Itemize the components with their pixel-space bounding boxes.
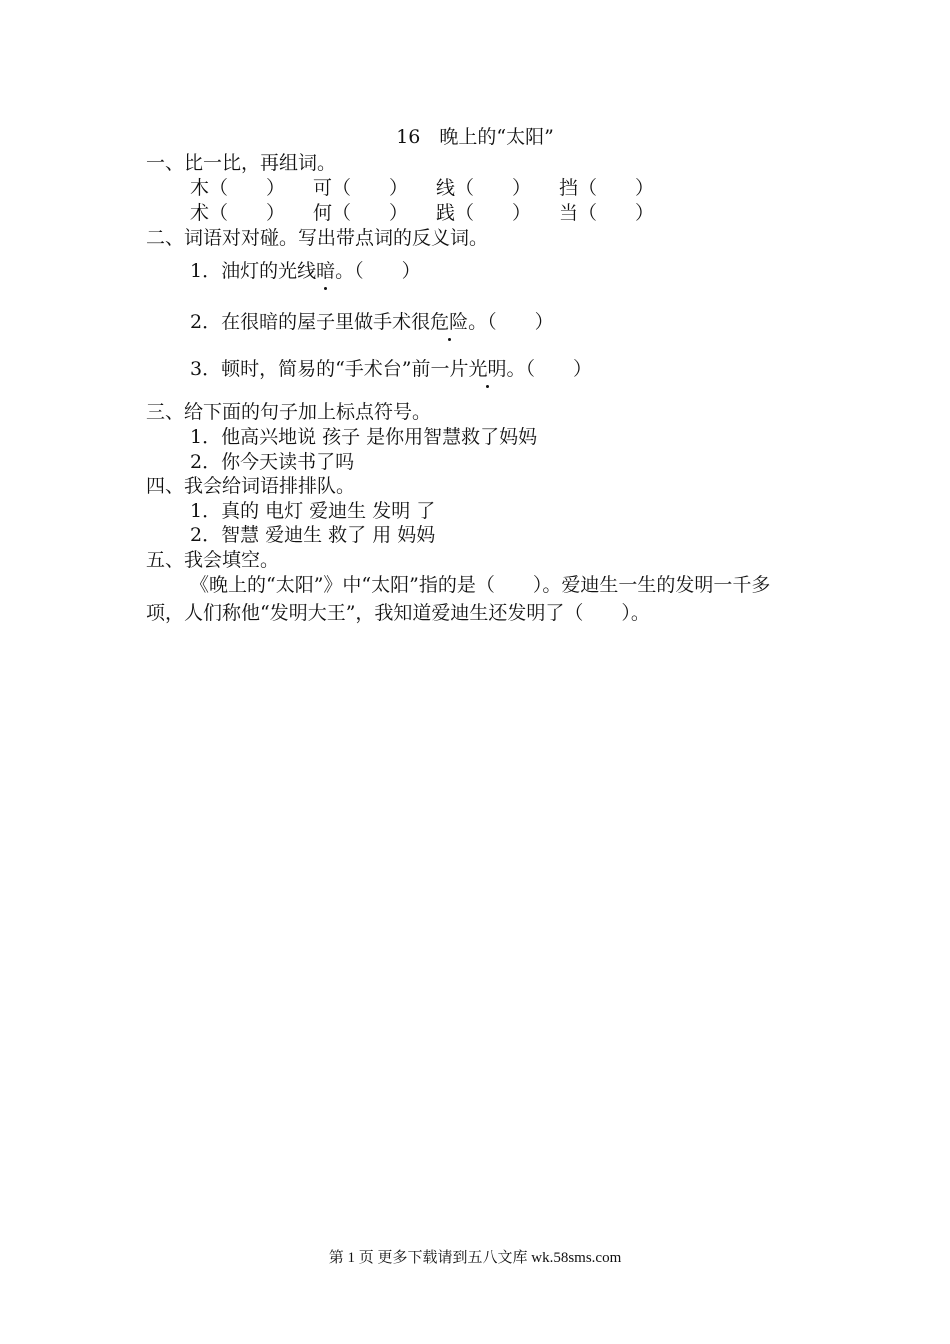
section-2-question-2 [190, 309, 554, 335]
page-footer: 第 1 页 更多下载请到五八文库 wk.58sms.com [328, 1250, 622, 1266]
section-2-question-1 [190, 258, 421, 284]
word-pair: 线（ ） [436, 177, 532, 199]
section-5-paragraph: 《晚上的“太阳”》中“太阳”指的是（ ）。爱迪生一生的发明一千多项，人们称他“发明大王”，我知道爱迪生还发明了（ ）。 [146, 574, 771, 624]
section-3-item-2: 2．你今天读书了吗 [190, 451, 355, 473]
answer-blank: 。（ ） [335, 260, 421, 282]
question-text: 1．油灯的光线 [190, 260, 317, 282]
word-pair: 践（ ） [436, 202, 532, 224]
section-3-heading: 三、给下面的句子加上标点符号。 [146, 401, 432, 423]
word-pair: 术（ ） [190, 202, 286, 224]
dotted-word: 光明 [468, 358, 507, 380]
answer-blank: 。（ ） [468, 311, 554, 333]
section-4-heading: 四、我会给词语排排队。 [146, 475, 356, 497]
answer-blank: 。（ ） [506, 358, 593, 380]
question-text: 3．顿时，简易的“手术台”前一片 [190, 358, 469, 380]
question-text: 2．在很暗的屋子里做手术很 [190, 311, 431, 333]
section-1-row-1 [190, 175, 682, 201]
section-1-heading: 一、比一比，再组词。 [146, 152, 337, 174]
dotted-word: 暗 [316, 260, 336, 282]
page-title: 16 晚上的“太阳” [396, 126, 554, 148]
section-4-item-2: 2．智慧 爱迪生 救了 用 妈妈 [190, 524, 436, 546]
word-pair: 挡（ ） [559, 177, 655, 199]
section-1-row-2 [190, 200, 682, 226]
section-2-question-3 [190, 356, 592, 382]
section-3-item-1: 1．他高兴地说 孩子 是你用智慧救了妈妈 [190, 426, 538, 448]
word-pair: 木（ ） [190, 177, 286, 199]
section-2-heading: 二、词语对对碰。写出带点词的反义词。 [146, 227, 489, 249]
section-5-heading: 五、我会填空。 [146, 549, 280, 571]
section-4-item-1: 1．真的 电灯 爱迪生 发明 了 [190, 500, 436, 522]
word-pair: 当（ ） [559, 202, 655, 224]
word-pair: 何（ ） [313, 202, 409, 224]
dotted-word: 危险 [430, 311, 469, 333]
word-pair: 可（ ） [313, 177, 409, 199]
